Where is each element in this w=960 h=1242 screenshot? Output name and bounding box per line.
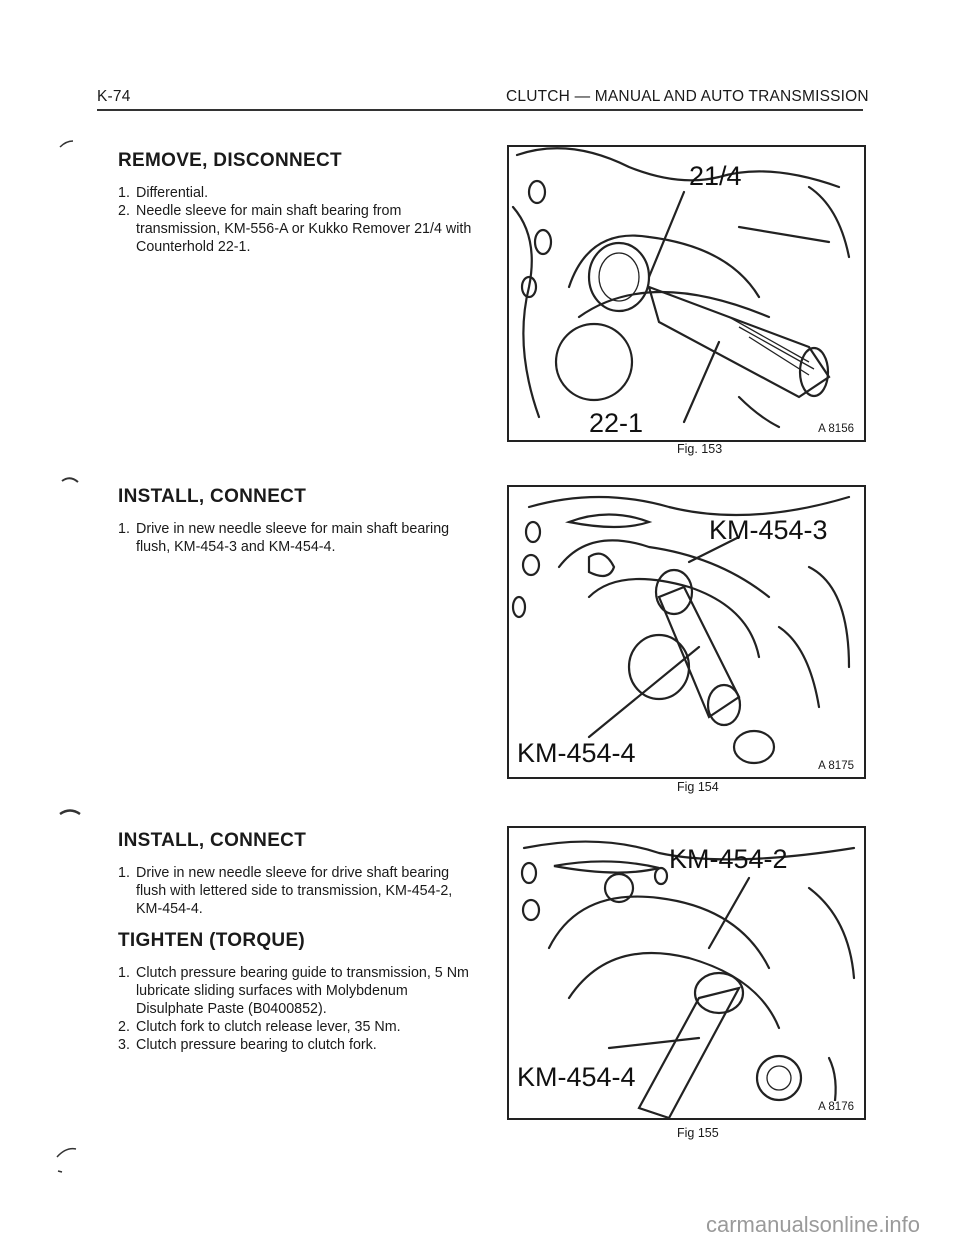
- figure-154: [507, 485, 866, 779]
- header-rule: [97, 109, 863, 111]
- figure-caption: Fig. 153: [677, 442, 723, 456]
- figure-ref: A 8176: [818, 1101, 854, 1113]
- figure-ref: A 8156: [818, 423, 854, 435]
- step-item: 2. Clutch fork to clutch release lever, 35 Nm.: [118, 1019, 401, 1035]
- figure-caption: Fig 155: [677, 1126, 719, 1140]
- tool-label-km-454-4: KM-454-4: [517, 738, 636, 768]
- tool-label-22-1: 22-1: [589, 408, 644, 438]
- step-list: [118, 520, 478, 556]
- step-item: 1. Drive in new needle sleeve for main shaft bearing flush, KM-454-3 and KM-454-4.: [118, 521, 450, 555]
- figure-155: [507, 826, 866, 1120]
- page-number: K-74: [97, 88, 131, 105]
- figure-ref: A 8175: [818, 760, 854, 772]
- tool-label-km-454-2: KM-454-2: [669, 844, 788, 874]
- section-heading: INSTALL, CONNECT: [118, 830, 307, 851]
- tool-label-km-454-3: KM-454-3: [709, 515, 828, 545]
- step-list: [118, 864, 478, 918]
- tool-label-km-454-4: KM-454-4: [517, 1062, 636, 1092]
- section-tighten-torque: [118, 930, 478, 1054]
- needle-sleeve-remover-illustration: [509, 147, 864, 440]
- step-item: 1. Clutch pressure bearing guide to transmission, 5 Nm lubricate sliding surfaces with Molybdenum Disulphate Paste (B0400852).: [118, 965, 469, 1017]
- section-title: CLUTCH — MANUAL AND AUTO TRANSMISSION: [506, 88, 869, 105]
- drive-shaft-sleeve-installer-illustration: [509, 828, 864, 1118]
- section-remove-disconnect: [118, 150, 478, 256]
- step-list: [118, 964, 478, 1054]
- figure-caption: Fig 154: [677, 780, 719, 794]
- step-list: [118, 184, 478, 256]
- section-heading: INSTALL, CONNECT: [118, 486, 307, 507]
- step-item: 1. Differential.: [118, 185, 209, 201]
- tool-label-21-4: 21/4: [689, 161, 742, 191]
- section-heading: REMOVE, DISCONNECT: [118, 150, 342, 171]
- section-install-connect-2: [118, 830, 478, 918]
- figure-153: [507, 145, 866, 442]
- step-item: 3. Clutch pressure bearing to clutch fork.: [118, 1037, 377, 1053]
- watermark: carmanualsonline.info: [705, 1212, 920, 1237]
- needle-sleeve-installer-illustration: [509, 487, 864, 777]
- section-heading: TIGHTEN (TORQUE): [118, 930, 306, 951]
- section-install-connect-1: [118, 486, 478, 556]
- step-item: 2. Needle sleeve for main shaft bearing from transmission, KM-556-A or Kukko Remover 21/4 with Counterhold 22-1.: [118, 203, 472, 255]
- step-item: 1. Drive in new needle sleeve for drive shaft bearing flush with lettered side to transmission, KM-454-2, KM-454-4.: [118, 865, 453, 917]
